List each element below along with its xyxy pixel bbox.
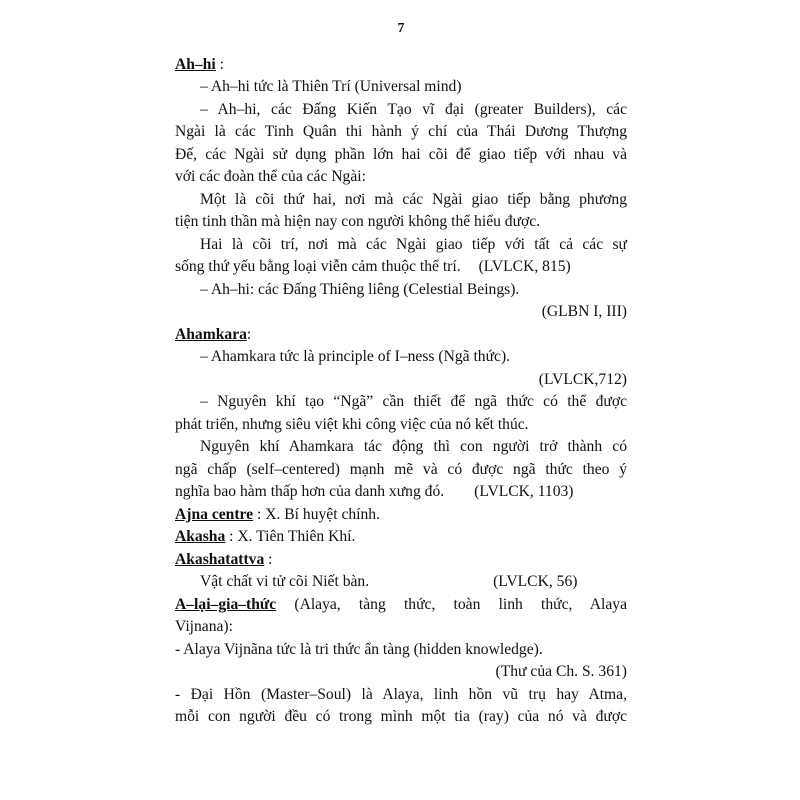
- entry-heading-line: [175, 54, 627, 77]
- entry-ajna-centre: [175, 504, 627, 527]
- text-line: – Ah–hi, các Đấng Kiến Tạo vĩ đại (greater Builders), các: [200, 100, 627, 118]
- text-line: – Nguyên khí tạo “Ngã” cần thiết để ngã thức có thể được: [200, 393, 627, 410]
- text-line: Một là cõi thứ hai, nơi mà các Ngài giao tiếp bằng phương: [200, 190, 627, 208]
- reference-citation: (Thư của Ch. S. 361): [495, 663, 627, 680]
- reference-citation: (LVLCK, 1103): [474, 483, 574, 500]
- entry-heading-line: [175, 594, 627, 617]
- entry-text: : X. Tiên Thiên Khí.: [225, 528, 356, 545]
- text-line: [175, 481, 627, 504]
- text-line: Hai là cõi trí, nơi mà các Ngài giao tiếp với tất cả các sự: [200, 235, 627, 253]
- page-number: 7: [397, 21, 405, 36]
- entry-term-suffix: :: [215, 55, 224, 73]
- text-line: - Đại Hồn (Master–Soul) là Alaya, linh hồn vũ trụ hay Atma,: [175, 685, 627, 703]
- text-line: phát triển, nhưng siêu việt khi công việc của nó kết thúc.: [175, 415, 529, 433]
- text-span: sống thứ yếu bằng loại viễn cảm thuộc thể trí.: [175, 258, 461, 275]
- entry-text: : X. Bí huyệt chính.: [253, 505, 380, 523]
- text-line: [175, 256, 627, 279]
- document-page: [175, 18, 627, 729]
- reference-citation: (LVLCK, 815): [478, 258, 571, 275]
- entry-term-suffix: :: [246, 325, 252, 343]
- text-span: nghĩa bao hàm thấp hơn của danh xưng đó.: [175, 483, 445, 500]
- text-line: Vijnana):: [175, 618, 233, 635]
- reference-citation: (LVLCK, 56): [493, 573, 578, 590]
- text-line: với các đoàn thể của các Ngài:: [175, 168, 366, 185]
- entry-akashatattva: [175, 549, 627, 594]
- entry-ahhi: [175, 54, 627, 324]
- text-line: Nguyên khí Ahamkara tác động thì con người trở thành có: [200, 438, 627, 455]
- text-line: – Ah–hi tức là Thiên Trí (Universal mind): [200, 78, 462, 95]
- entry-term: Akasha: [175, 528, 226, 545]
- text-span: Vật chất vi tử cõi Niết bàn.: [200, 573, 370, 590]
- text-line: – Ahamkara tức là principle of I–ness (Ngã thức).: [200, 348, 511, 365]
- text-line: Đế, các Ngài sử dụng phần lớn hai cõi để giao tiếp với nhau và: [175, 145, 627, 163]
- text-line: – Ah–hi: các Đấng Thiêng liêng (Celestial Beings).: [200, 280, 520, 298]
- entry-ahamkara: [175, 324, 627, 504]
- entry-term: Ah–hi: [175, 55, 216, 73]
- text-line: mỗi con người đều có trong mình một tia (ray) của nó và được: [175, 708, 627, 725]
- entry-akasha: [175, 526, 627, 549]
- entry-term: Ahamkara: [175, 325, 247, 343]
- text-line: [175, 571, 627, 594]
- entry-term: Akashatattva: [175, 550, 265, 568]
- entry-term: A–lại–gia–thức: [175, 595, 277, 613]
- entry-term-suffix: :: [264, 550, 273, 568]
- entry-heading-line: [175, 549, 627, 572]
- text-line: - Alaya Vijnãna tức là tri thức ẩn tàng (hidden knowledge).: [175, 640, 543, 658]
- entry-term: Ajna centre: [175, 505, 254, 523]
- text-line: Ngài là các Tinh Quân thi hành ý chí của Thái Dương Thượng: [175, 123, 627, 140]
- text-line: ngã chấp (self–centered) mạnh mẽ và có được ngã thức theo ý: [175, 460, 627, 478]
- entry-term-suffix: (Alaya, tàng thức, toàn linh thức, Alaya: [276, 595, 627, 613]
- entry-heading-line: [175, 324, 627, 347]
- text-line: tiện tinh thần mà hiện nay con người không thể hiểu được.: [175, 213, 541, 230]
- reference-citation: (GLBN I, III): [541, 303, 627, 320]
- reference-citation: (LVLCK,712): [538, 370, 627, 388]
- entry-alaya: [175, 594, 627, 729]
